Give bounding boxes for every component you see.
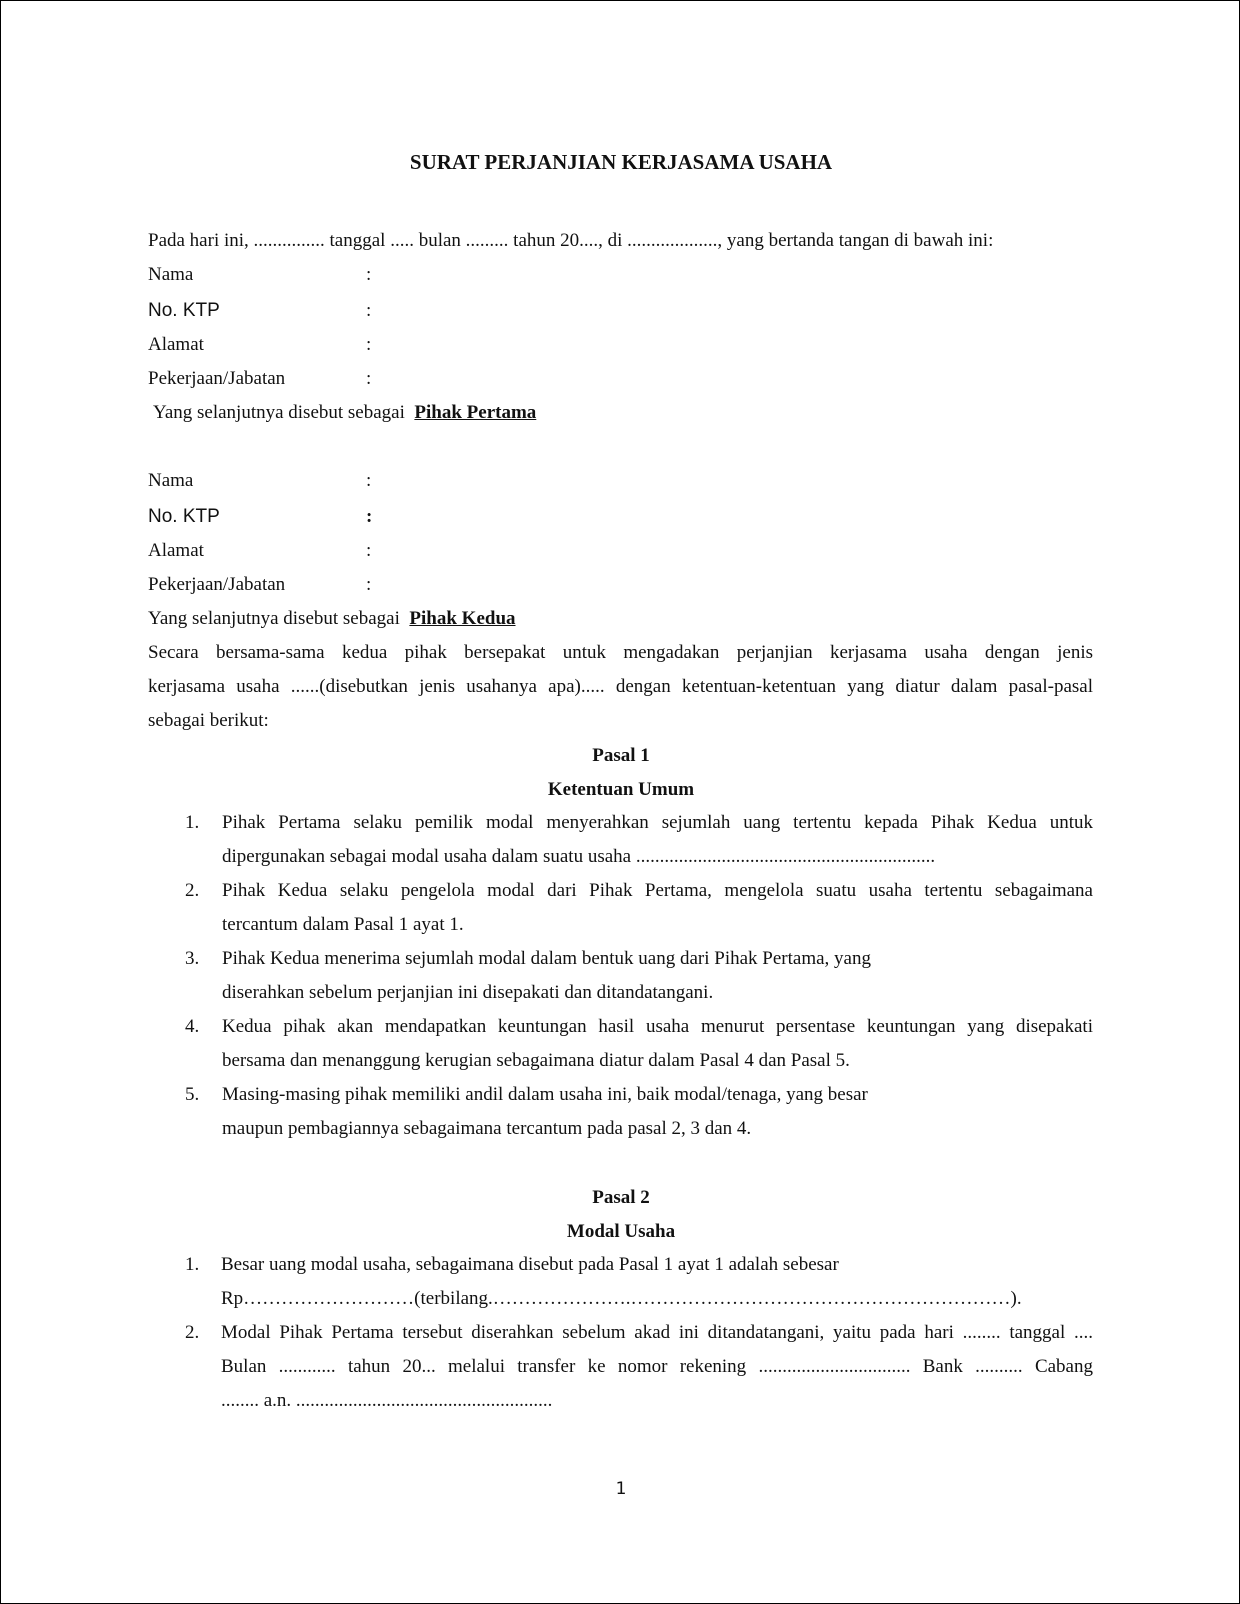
- pasal1-item-number: 2.: [185, 880, 200, 901]
- pasal2-item-text: ........ a.n. ......................................................: [221, 1390, 553, 1411]
- party1-name: Pihak Pertama: [414, 402, 537, 423]
- pasal1-item-text: bersama dan menanggung kerugian sebagaimana diatur dalam Pasal 4 dan Pasal 5.: [222, 1050, 850, 1071]
- pasal2-item-text: Modal Pihak Pertama tersebut diserahkan sebelum akad ini ditandatangani, yaitu pada hari ........ tanggal ....: [221, 1322, 1093, 1343]
- party1-designation: [153, 403, 536, 422]
- pasal2-item-text: Besar uang modal usaha, sebagaimana disebut pada Pasal 1 ayat 1 adalah sebesar: [221, 1254, 839, 1275]
- field-colon: :: [366, 334, 372, 355]
- field-label-pekerjaan-1: Pekerjaan/Jabatan: [148, 368, 286, 389]
- pasal1-item-text: Masing-masing pihak memiliki andil dalam usaha ini, baik modal/tenaga, yang besar: [222, 1084, 868, 1105]
- pasal2-item-number: 2.: [185, 1322, 200, 1343]
- agreement-line-3: sebagai berikut:: [148, 710, 269, 731]
- field-label-alamat-2: Alamat: [148, 540, 204, 561]
- pasal1-item-number: 3.: [185, 948, 200, 969]
- agreement-line-2: kerjasama usaha ......(disebutkan jenis usahanya apa)..... dengan ketentuan-ketentuan yang diatur dalam pasal-pasal: [148, 676, 1093, 697]
- party1-prefix: Yang selanjutnya disebut sebagai: [153, 402, 405, 423]
- field-colon: :: [366, 300, 372, 321]
- field-label-pekerjaan-2: Pekerjaan/Jabatan: [148, 574, 286, 595]
- field-label-ktp-2: No. KTP: [148, 506, 220, 527]
- pasal1-item-number: 5.: [185, 1084, 200, 1105]
- agreement-line-1: Secara bersama-sama kedua pihak bersepakat untuk mengadakan perjanjian kerjasama usaha dengan jenis: [148, 642, 1093, 663]
- pasal2-subheading: Modal Usaha: [566, 1221, 676, 1242]
- field-colon: :: [366, 506, 373, 527]
- pasal2-heading: Pasal 2: [592, 1187, 650, 1208]
- field-label-alamat-1: Alamat: [148, 334, 204, 355]
- pasal1-item-text: tercantum dalam Pasal 1 ayat 1.: [222, 914, 464, 935]
- document-title: SURAT PERJANJIAN KERJASAMA USAHA: [409, 150, 833, 174]
- pasal1-item-text: dipergunakan sebagai modal usaha dalam suatu usaha ...............................................................: [222, 846, 936, 867]
- field-label-nama-2: Nama: [148, 470, 194, 491]
- field-label-ktp-1: No. KTP: [148, 300, 220, 321]
- field-label-nama-1: Nama: [148, 264, 194, 285]
- pasal2-item-number: 1.: [185, 1254, 200, 1275]
- pasal1-item-number: 4.: [185, 1016, 200, 1037]
- pasal1-item-text: Pihak Kedua menerima sejumlah modal dalam bentuk uang dari Pihak Pertama, yang: [222, 948, 871, 969]
- party2-prefix: Yang selanjutnya disebut sebagai: [148, 608, 400, 629]
- intro-line: Pada hari ini, ............... tanggal ..... bulan ......... tahun 20...., di ..................., yang bertanda tangan di bawah ini:: [148, 230, 994, 251]
- page-number: 1: [615, 1479, 627, 1499]
- pasal1-item-text: Pihak Pertama selaku pemilik modal menyerahkan sejumlah uang tertentu kepada Pihak Kedua untuk: [222, 812, 1093, 833]
- pasal1-item-text: diserahkan sebelum perjanjian ini disepakati dan ditandatangani.: [222, 982, 714, 1003]
- pasal2-item-text: Bulan ............ tahun 20... melalui transfer ke nomor rekening ................................ Bank .......... Cabang: [221, 1356, 1093, 1377]
- field-colon: :: [366, 540, 372, 561]
- field-colon: :: [366, 470, 372, 491]
- pasal1-heading: Pasal 1: [592, 745, 650, 766]
- party2-designation: [148, 609, 516, 628]
- pasal1-item-text: Pihak Kedua selaku pengelola modal dari Pihak Pertama, mengelola suatu usaha tertentu sebagaimana: [222, 880, 1093, 901]
- pasal1-item-text: Kedua pihak akan mendapatkan keuntungan hasil usaha menurut persentase keuntungan yang disepakati: [222, 1016, 1093, 1037]
- pasal2-item-text: Rp………………………(terbilang.………………….……………………………………………………).: [221, 1288, 1022, 1309]
- field-colon: :: [366, 264, 372, 285]
- pasal1-subheading: Ketentuan Umum: [547, 779, 695, 800]
- field-colon: :: [366, 574, 372, 595]
- field-colon: :: [366, 368, 372, 389]
- party2-name: Pihak Kedua: [409, 608, 516, 629]
- pasal1-item-text: maupun pembagiannya sebagaimana tercantum pada pasal 2, 3 dan 4.: [222, 1118, 752, 1139]
- pasal1-item-number: 1.: [185, 812, 200, 833]
